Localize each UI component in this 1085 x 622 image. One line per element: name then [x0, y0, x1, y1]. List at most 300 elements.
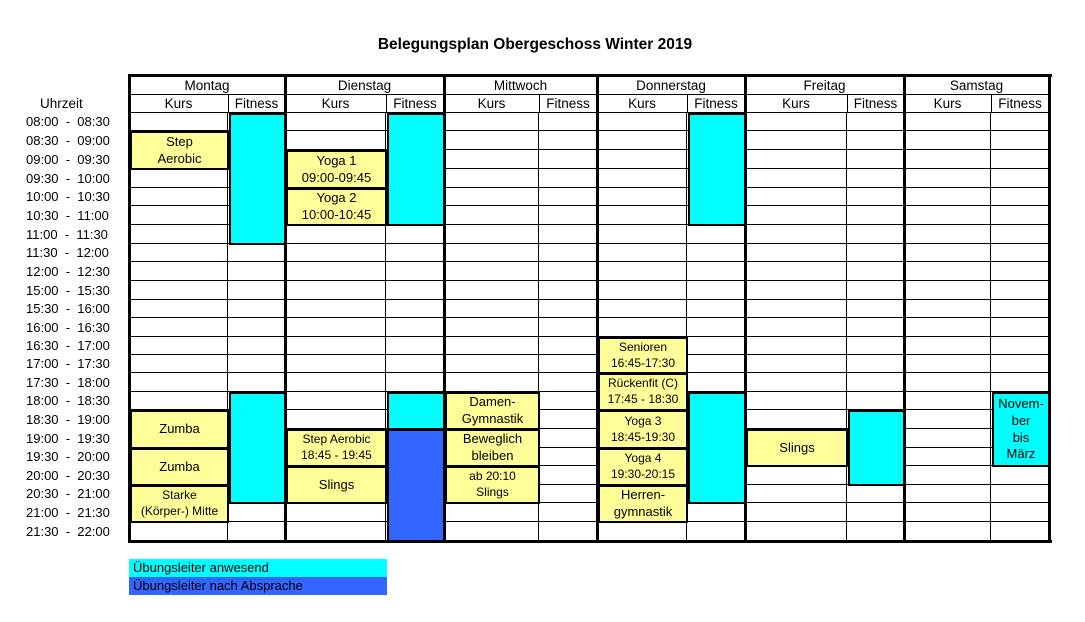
course-text-line: Yoga 3	[624, 413, 662, 428]
grid-cell	[991, 169, 1049, 188]
grid-cell	[444, 373, 539, 392]
grid-cell	[444, 244, 539, 262]
grid-cell	[539, 503, 597, 522]
grid-cell	[444, 131, 539, 150]
time-slot-label: 11:30 - 12:00	[26, 245, 109, 260]
grid-cell	[904, 131, 991, 150]
fitness-column-header: Fitness	[234, 96, 279, 111]
day-header: Donnerstag	[636, 78, 706, 93]
grid-cell	[539, 300, 597, 318]
course-block	[130, 448, 229, 486]
time-slot-label: 12:00 - 12:30	[26, 263, 110, 279]
time-slot-label: 09:00 - 09:30	[26, 151, 110, 167]
grid-cell	[386, 281, 444, 300]
fitness-column-header: Fitness	[694, 96, 738, 111]
grid-cell	[444, 262, 539, 281]
grid-cell	[386, 225, 444, 244]
time-slot-label: 19:30 - 20:00	[26, 449, 110, 464]
course-block	[286, 429, 387, 467]
day-header: Freitag	[803, 78, 846, 93]
grid-cell	[539, 466, 597, 485]
kurs-column-header: Kurs	[321, 96, 350, 111]
kurs-column-header: Kurs	[933, 96, 962, 111]
course-text-line: Slings	[318, 476, 355, 492]
legend-item: Übungsleiter anwesend	[129, 559, 387, 577]
grid-cell	[745, 244, 847, 262]
day-header: Mittwoch	[493, 78, 548, 93]
grid-cell	[285, 355, 386, 373]
grid-cell	[904, 169, 991, 188]
grid-cell	[539, 131, 597, 150]
course-text-line: Slings	[779, 439, 815, 455]
grid-cell	[539, 281, 597, 300]
grid-cell	[904, 262, 991, 281]
legend-item: Übungsleiter nach Absprache	[129, 577, 387, 595]
grid-cell	[687, 281, 745, 300]
course-text-line: Zumba	[159, 421, 200, 437]
grid-cell	[847, 262, 904, 281]
grid-cell	[597, 150, 687, 169]
grid-cell	[539, 373, 597, 392]
time-slot-label: 21:30 - 22:00	[26, 523, 110, 539]
grid-cell	[745, 188, 847, 206]
course-text-line: 16:45-17:30	[610, 355, 676, 370]
grid-cell	[847, 485, 904, 503]
grid-cell	[991, 466, 1049, 485]
grid-cell	[444, 281, 539, 300]
grid-cell	[745, 169, 847, 188]
grid-cell	[745, 410, 847, 429]
grid-cell	[285, 503, 386, 522]
course-block	[130, 131, 229, 170]
course-text-line: Beweglich	[462, 431, 523, 447]
fitness-present-block	[848, 410, 905, 486]
grid-cell	[539, 188, 597, 206]
grid-cell	[904, 392, 991, 410]
grid-cell	[745, 355, 847, 373]
grid-cell	[539, 410, 597, 429]
grid-cell	[228, 503, 285, 522]
course-text-line: 19:30-20:15	[610, 467, 676, 481]
course-block	[598, 337, 688, 374]
fitness-present-block	[992, 392, 1050, 467]
grid-cell	[745, 337, 847, 355]
subheader-separator	[847, 94, 848, 113]
grid-cell	[687, 318, 745, 337]
time-slot-label: 21:00 - 21:30	[26, 504, 110, 520]
grid-cell	[539, 355, 597, 373]
grid-cell	[745, 225, 847, 244]
grid-cell	[228, 337, 285, 355]
grid-cell	[991, 206, 1049, 225]
grid-cell	[285, 410, 386, 429]
course-block	[445, 392, 540, 430]
grid-cell	[904, 244, 991, 262]
time-slot-label: 15:30 - 16:00	[26, 301, 110, 316]
course-text-line: bleiben	[471, 448, 514, 463]
fitness-present-block	[387, 113, 445, 226]
grid-cell	[597, 522, 687, 541]
grid-cell	[745, 206, 847, 225]
grid-cell	[228, 281, 285, 300]
grid-cell	[386, 244, 444, 262]
grid-cell	[904, 410, 991, 429]
grid-cell	[847, 113, 904, 131]
grid-cell	[597, 281, 687, 300]
course-block	[598, 373, 688, 411]
grid-cell	[285, 300, 386, 318]
grid-cell	[444, 337, 539, 355]
subheader-separator	[991, 94, 992, 113]
grid-cell	[991, 355, 1049, 373]
grid-cell	[386, 300, 444, 318]
grid-cell	[991, 188, 1049, 206]
grid-cell	[904, 113, 991, 131]
grid-cell	[285, 373, 386, 392]
course-block	[598, 485, 688, 523]
grid-cell	[539, 522, 597, 541]
course-text-line: Senioren	[618, 339, 668, 354]
grid-cell	[597, 206, 687, 225]
grid-cell	[847, 318, 904, 337]
course-text-line: Aerobic	[157, 150, 202, 166]
grid-cell	[991, 485, 1049, 503]
grid-cell	[687, 522, 745, 541]
grid-cell	[991, 300, 1049, 318]
grid-cell	[745, 262, 847, 281]
grid-cell	[228, 522, 285, 541]
grid-cell	[597, 131, 687, 150]
grid-cell	[745, 485, 847, 503]
day-header: Montag	[184, 78, 230, 93]
grid-cell	[847, 225, 904, 244]
grid-cell	[904, 318, 991, 337]
grid-cell	[991, 150, 1049, 169]
course-text-line: Slings	[476, 485, 509, 499]
grid-cell	[285, 392, 386, 410]
grid-cell	[904, 522, 991, 541]
grid-cell	[745, 113, 847, 131]
course-block	[286, 188, 387, 226]
grid-cell	[904, 225, 991, 244]
course-text-line: 17:45 - 18:30	[607, 392, 679, 406]
grid-cell	[129, 262, 228, 281]
grid-cell	[847, 522, 904, 541]
grid-cell	[847, 281, 904, 300]
grid-border-bottom	[129, 540, 1052, 543]
grid-cell	[991, 113, 1049, 131]
fitness-text-line: bis	[1012, 429, 1030, 445]
grid-cell	[904, 485, 991, 503]
time-slot-label: 16:00 - 16:30	[26, 319, 110, 335]
grid-cell	[539, 225, 597, 244]
grid-cell	[847, 300, 904, 318]
grid-cell	[745, 466, 847, 485]
grid-cell	[129, 113, 228, 131]
fitness-column-header: Fitness	[393, 96, 437, 111]
grid-cell	[539, 169, 597, 188]
grid-cell	[991, 225, 1049, 244]
grid-cell	[285, 262, 386, 281]
course-block	[598, 410, 688, 449]
grid-cell	[904, 373, 991, 392]
day-header: Samstag	[949, 78, 1004, 93]
fitness-text-line: ber	[1011, 412, 1031, 428]
grid-cell	[687, 373, 745, 392]
course-block	[445, 429, 540, 467]
grid-cell	[991, 522, 1049, 541]
course-block	[130, 410, 229, 449]
grid-cell	[129, 300, 228, 318]
course-block	[130, 485, 229, 523]
grid-cell	[285, 131, 386, 150]
grid-cell	[539, 262, 597, 281]
grid-cell	[129, 318, 228, 337]
grid-cell	[904, 355, 991, 373]
grid-cell	[687, 337, 745, 355]
grid-cell	[539, 113, 597, 131]
time-slot-label: 11:00 - 11:30	[26, 226, 108, 242]
grid-cell	[444, 206, 539, 225]
grid-cell	[991, 503, 1049, 522]
grid-cell	[904, 503, 991, 522]
grid-cell	[991, 281, 1049, 300]
grid-cell	[597, 113, 687, 131]
course-text-line: 10:00-10:45	[301, 207, 372, 222]
grid-cell	[539, 337, 597, 355]
grid-cell	[444, 150, 539, 169]
subheader-separator	[687, 94, 688, 113]
grid-cell	[539, 429, 597, 448]
grid-cell	[687, 225, 745, 244]
course-text-line: Yoga 1	[316, 152, 357, 168]
subheader-separator	[386, 94, 387, 113]
kurs-column-header: Kurs	[164, 96, 193, 111]
fitness-column-header: Fitness	[546, 96, 590, 111]
fitness-text-line: März	[1006, 446, 1036, 462]
course-text-line: Step	[166, 133, 193, 149]
grid-cell	[847, 373, 904, 392]
grid-cell	[129, 281, 228, 300]
grid-cell	[285, 337, 386, 355]
grid-cell	[745, 150, 847, 169]
grid-cell	[847, 206, 904, 225]
grid-cell	[687, 355, 745, 373]
grid-cell	[597, 244, 687, 262]
fitness-present-block	[229, 113, 286, 245]
grid-cell	[539, 448, 597, 466]
grid-cell	[904, 429, 991, 448]
grid-cell	[129, 337, 228, 355]
grid-cell	[745, 318, 847, 337]
grid-cell	[745, 281, 847, 300]
grid-cell	[228, 373, 285, 392]
time-slot-label: 17:30 - 18:00	[26, 374, 110, 390]
kurs-column-header: Kurs	[628, 96, 656, 111]
grid-cell	[904, 281, 991, 300]
course-block	[598, 448, 688, 486]
day-header: Dienstag	[337, 78, 392, 93]
grid-cell	[444, 503, 539, 522]
grid-cell	[847, 355, 904, 373]
grid-cell	[129, 244, 228, 262]
grid-cell	[539, 150, 597, 169]
grid-cell	[129, 522, 228, 541]
grid-cell	[847, 337, 904, 355]
time-header: Uhrzeit	[40, 96, 83, 111]
grid-cell	[444, 300, 539, 318]
course-text-line: Yoga 2	[316, 190, 357, 206]
fitness-present-block	[688, 113, 746, 226]
time-slot-label: 19:00 - 19:30	[26, 430, 110, 446]
grid-cell	[904, 466, 991, 485]
grid-cell	[847, 188, 904, 206]
grid-cell	[991, 337, 1049, 355]
time-slot-label: 20:00 - 20:30	[26, 467, 110, 483]
time-slot-label: 08:30 - 09:00	[26, 132, 110, 148]
time-slot-label: 10:30 - 11:00	[26, 207, 109, 223]
grid-cell	[386, 355, 444, 373]
grid-cell	[847, 392, 904, 410]
course-text-line: Yoga 4	[624, 451, 662, 466]
grid-cell	[129, 206, 228, 225]
time-slot-label: 08:00 - 08:30	[26, 114, 110, 129]
kurs-column-header: Kurs	[782, 96, 810, 111]
grid-cell	[386, 318, 444, 337]
course-block	[286, 466, 387, 504]
grid-cell	[444, 522, 539, 541]
grid-cell	[597, 225, 687, 244]
kurs-column-header: Kurs	[477, 96, 506, 111]
grid-cell	[745, 373, 847, 392]
grid-cell	[687, 262, 745, 281]
grid-cell	[444, 188, 539, 206]
time-slot-label: 16:30 - 17:00	[26, 338, 110, 353]
course-text-line: Zumba	[159, 458, 200, 474]
subheader-separator	[539, 94, 540, 113]
course-block	[445, 466, 540, 504]
grid-cell	[847, 244, 904, 262]
grid-cell	[847, 150, 904, 169]
course-block	[746, 429, 848, 467]
grid-cell	[991, 244, 1049, 262]
grid-cell	[687, 503, 745, 522]
grid-cell	[597, 169, 687, 188]
grid-cell	[539, 318, 597, 337]
grid-cell	[597, 262, 687, 281]
grid-cell	[444, 355, 539, 373]
grid-cell	[687, 300, 745, 318]
time-slot-label: 10:00 - 10:30	[26, 189, 110, 204]
time-slot-label: 18:00 - 18:30	[26, 393, 110, 408]
grid-cell	[539, 244, 597, 262]
grid-cell	[904, 448, 991, 466]
grid-cell	[904, 206, 991, 225]
grid-cell	[444, 113, 539, 131]
course-text-line: Gymnastik	[461, 411, 524, 426]
time-slot-label: 09:30 - 10:00	[26, 170, 110, 186]
grid-cell	[129, 169, 228, 188]
grid-cell	[129, 225, 228, 244]
grid-cell	[904, 337, 991, 355]
grid-cell	[285, 281, 386, 300]
subheader-separator	[228, 94, 229, 113]
grid-cell	[129, 355, 228, 373]
time-slot-label: 17:00 - 17:30	[26, 356, 110, 371]
course-text-line: Damen-	[469, 394, 516, 410]
header-divider	[129, 94, 1049, 95]
fitness-text-line: Novem-	[998, 395, 1044, 411]
time-slot-label: 20:30 - 21:00	[26, 486, 110, 501]
grid-cell	[904, 150, 991, 169]
grid-cell	[444, 225, 539, 244]
grid-cell	[904, 188, 991, 206]
fitness-by-arrangement-block	[387, 429, 445, 542]
grid-cell	[991, 262, 1049, 281]
grid-cell	[228, 244, 285, 262]
course-text-line: Starke	[162, 488, 197, 503]
grid-cell	[386, 337, 444, 355]
grid-cell	[597, 318, 687, 337]
time-slot-label: 18:30 - 19:00	[26, 411, 110, 427]
grid-cell	[847, 503, 904, 522]
grid-cell	[847, 169, 904, 188]
fitness-column-header: Fitness	[998, 96, 1042, 111]
page-title: Belegungsplan Obergeschoss Winter 2019	[377, 36, 693, 53]
course-text-line: Step Aerobic	[302, 432, 371, 447]
time-slot-label: 15:00 - 15:30	[26, 282, 110, 298]
grid-cell	[991, 318, 1049, 337]
course-text-line: Herren-	[620, 487, 666, 503]
day-separator	[1048, 74, 1051, 543]
grid-cell	[745, 131, 847, 150]
grid-cell	[444, 169, 539, 188]
grid-cell	[228, 262, 285, 281]
fitness-column-header: Fitness	[853, 96, 898, 111]
grid-cell	[991, 373, 1049, 392]
course-text-line: (Körper-) Mitte	[140, 504, 219, 518]
grid-cell	[228, 300, 285, 318]
grid-cell	[285, 318, 386, 337]
grid-cell	[847, 131, 904, 150]
grid-cell	[904, 300, 991, 318]
grid-cell	[129, 188, 228, 206]
fitness-present-block	[387, 392, 445, 430]
grid-cell	[745, 300, 847, 318]
grid-cell	[386, 262, 444, 281]
course-text-line: Rückenfit (C)	[607, 376, 678, 391]
grid-cell	[129, 373, 228, 392]
grid-cell	[285, 113, 386, 131]
fitness-present-block	[229, 392, 286, 504]
course-text-line: ab 20:10	[469, 469, 516, 484]
fitness-present-block	[688, 392, 746, 504]
grid-cell	[539, 485, 597, 503]
grid-cell	[539, 206, 597, 225]
course-text-line: gymnastik	[613, 504, 673, 519]
grid-cell	[386, 373, 444, 392]
grid-cell	[285, 244, 386, 262]
grid-cell	[991, 131, 1049, 150]
grid-cell	[285, 225, 386, 244]
grid-cell	[597, 300, 687, 318]
grid-cell	[228, 318, 285, 337]
course-text-line: 18:45-19:30	[610, 429, 676, 444]
grid-cell	[228, 355, 285, 373]
grid-cell	[745, 503, 847, 522]
grid-cell	[129, 392, 228, 410]
course-text-line: 09:00-09:45	[301, 169, 372, 185]
